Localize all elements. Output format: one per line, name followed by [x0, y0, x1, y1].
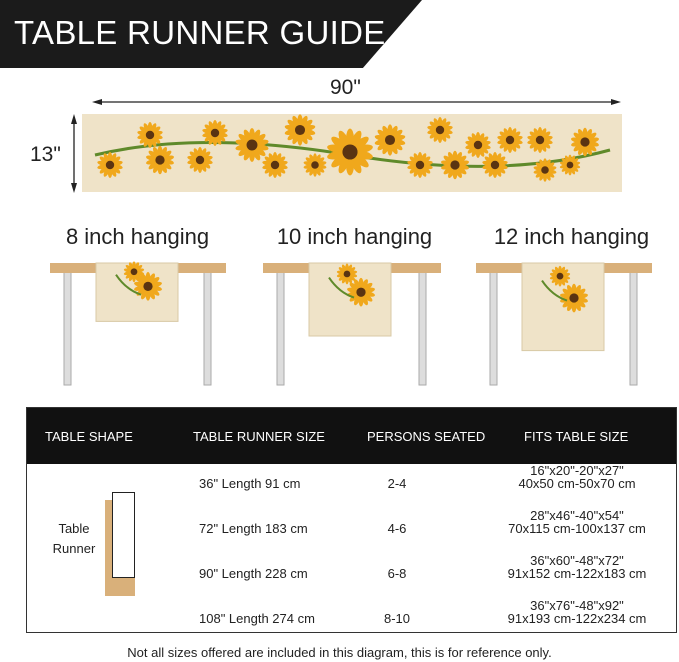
height-arrow [71, 114, 77, 193]
width-label: 90" [330, 76, 361, 99]
header-size: TABLE RUNNER SIZE [193, 429, 325, 444]
fits-cm: 40x50 cm-50x70 cm [518, 476, 636, 491]
table-leg [64, 272, 71, 385]
table-leg [419, 272, 426, 385]
hanging-table-8 [50, 261, 226, 385]
table-header [27, 408, 676, 464]
table-leg [204, 272, 211, 385]
fits-inches: 16"x20"-20"x27" [530, 463, 624, 478]
persons-seated: 6-8 [387, 566, 407, 581]
size-table [26, 407, 677, 633]
runner-size: 36" Length 91 cm [199, 476, 301, 491]
persons-seated: 4-6 [387, 521, 407, 536]
fits-table-size [467, 554, 679, 580]
footnote: Not all sizes offered are included in this diagram, this is for reference only. [127, 645, 552, 660]
fits-inches: 28"x46"-40"x54" [530, 508, 624, 523]
shape-label-line1: Table [58, 521, 90, 536]
header-fits: FITS TABLE SIZE [524, 429, 629, 444]
width-arrow [92, 99, 621, 105]
fits-inches: 36"x60"-48"x72" [530, 553, 624, 568]
height-label: 13" [30, 143, 61, 166]
shape-label-line2: Runner [52, 541, 96, 556]
hanging-table-10 [263, 263, 441, 385]
fits-table-size [467, 599, 679, 625]
header-persons: PERSONS SEATED [367, 429, 486, 444]
fits-cm: 91x193 cm-122x234 cm [507, 611, 647, 626]
hanging-table-12 [476, 263, 652, 385]
hanging-label-12: 12 inch hanging [493, 224, 650, 249]
page-title: TABLE RUNNER GUIDE [14, 14, 386, 51]
runner-size: 72" Length 183 cm [199, 521, 308, 536]
fits-table-size [467, 509, 679, 535]
runner-size: 108" Length 274 cm [199, 611, 315, 626]
fits-inches: 36"x76"-48"x92" [530, 598, 624, 613]
fits-table-size [467, 464, 679, 490]
table-leg [630, 272, 637, 385]
persons-seated: 8-10 [383, 611, 411, 626]
table-leg [277, 272, 284, 385]
runner-size: 90" Length 228 cm [199, 566, 308, 581]
header-shape: TABLE SHAPE [45, 429, 133, 444]
runner-shape-icon [112, 492, 135, 578]
fits-cm: 91x152 cm-122x183 cm [507, 566, 647, 581]
table-leg [490, 272, 497, 385]
persons-seated: 2-4 [387, 476, 407, 491]
hanging-label-8: 8 inch hanging [65, 224, 210, 249]
fits-cm: 70x115 cm-100x137 cm [508, 521, 646, 536]
shape-label [39, 522, 109, 555]
hanging-label-10: 10 inch hanging [276, 224, 433, 249]
